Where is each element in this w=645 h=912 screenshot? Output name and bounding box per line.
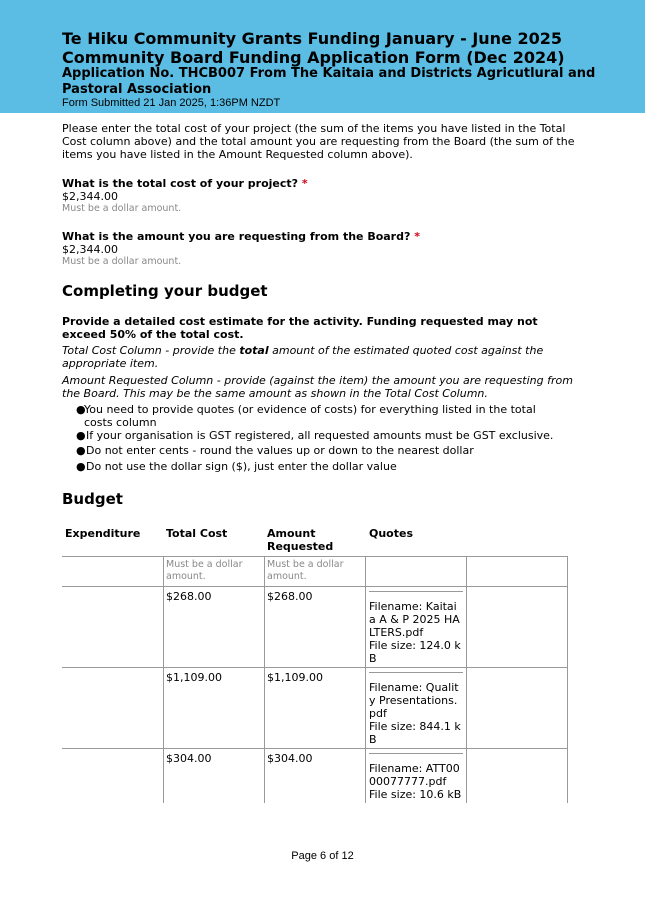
quote-attachment[interactable] [369, 753, 463, 801]
attachment-rule [369, 591, 463, 592]
required-marker: * [414, 230, 420, 243]
question-label: What is the total cost of your project? [62, 177, 299, 190]
attachment-filesize: File size: 124.0 kB [369, 639, 461, 665]
total-cost-column-hint: Must be a dollar amount. [166, 559, 243, 582]
bullet-glyph: ● [76, 460, 86, 473]
table-rule [264, 556, 265, 803]
bullet-glyph: ● [76, 403, 86, 416]
bullet-text: If your organisation is GST registered, all requested amounts must be GST exclusive. [86, 429, 554, 442]
requested-amount-hint: Must be a dollar amount. [62, 256, 182, 267]
requested-amount-value: $2,344.00 [62, 243, 118, 256]
table-rule [567, 556, 568, 803]
attachment-filesize: File size: 844.1 kB [369, 720, 461, 746]
attachment-rule [369, 753, 463, 754]
bullet-text: Do not use the dollar sign ($), just enter the dollar value [86, 460, 397, 473]
row-total-cost: $1,109.00 [166, 671, 222, 684]
table-rule [62, 667, 567, 668]
attachment-rule [369, 672, 463, 673]
note-emphasis: total [239, 344, 269, 357]
attachment-filename: Filename: Quality Presentations.pdf [369, 681, 459, 720]
required-marker: * [301, 177, 308, 190]
bullet-item [76, 429, 556, 442]
table-rule [62, 556, 567, 557]
attachment-filename: Filename: Kaitaia A & P 2025 HALTERS.pdf [369, 600, 460, 639]
total-cost-column-note [62, 344, 582, 370]
column-header-quotes: Quotes [369, 527, 414, 540]
total-cost-question [62, 177, 582, 190]
table-rule [365, 556, 366, 803]
form-title: Te Hiku Community Grants Funding January - June 2025 Community Board Funding Application Form (Dec 2024) [62, 29, 565, 67]
quote-attachment[interactable] [369, 672, 463, 746]
budget-instruction: Provide a detailed cost estimate for the activity. Funding requested may not exceed 50% of the total cost. [62, 315, 538, 341]
bullet-text: You need to provide quotes (or evidence of costs) for everything listed in the total costs column [84, 403, 536, 429]
bullet-item [76, 403, 556, 429]
row-amount-requested: $268.00 [267, 590, 313, 603]
table-rule [163, 556, 164, 803]
bullet-glyph: ● [76, 429, 86, 442]
quote-attachment[interactable] [369, 591, 463, 665]
budget-heading: Budget [62, 490, 123, 508]
table-rule [62, 586, 567, 587]
submission-date: Form Submitted 21 Jan 2025, 1:36PM NZDT [62, 97, 281, 109]
column-header-total-cost: Total Cost [166, 527, 228, 540]
intro-text: Please enter the total cost of your project (the sum of the items you have listed in the Total Cost column above) and the total amount you are requesting from the Board (the sum of the items you have listed in the Amount Requested column above). [62, 122, 575, 161]
page-header [0, 0, 645, 113]
amount-requested-column-hint: Must be a dollar amount. [267, 559, 344, 582]
bullet-item [76, 460, 556, 473]
page-number: Page 6 of 12 [291, 850, 354, 862]
row-amount-requested: $304.00 [267, 752, 313, 765]
attachment-filesize: File size: 10.6 kB [369, 788, 462, 801]
row-total-cost: $268.00 [166, 590, 212, 603]
total-cost-value: $2,344.00 [62, 190, 118, 203]
row-amount-requested: $1,109.00 [267, 671, 323, 684]
amount-requested-column-note: Amount Requested Column - provide (against the item) the amount you are requesting from the Board. This may be the same amount as shown in the Total Cost Column. [62, 374, 573, 400]
attachment-filename: Filename: ATT0000077777.pdf [369, 762, 460, 788]
bullet-text: Do not enter cents - round the values up or down to the nearest dollar [86, 444, 474, 457]
budget-guidance-heading: Completing your budget [62, 282, 268, 300]
question-label: What is the amount you are requesting from the Board? [62, 230, 411, 243]
table-rule [466, 556, 467, 803]
row-total-cost: $304.00 [166, 752, 212, 765]
application-title: Application No. THCB007 From The Kaitaia and Districts Agricutlural and Pastoral Association [62, 66, 596, 97]
total-cost-hint: Must be a dollar amount. [62, 203, 182, 214]
column-header-amount-requested: Amount Requested [267, 527, 334, 553]
note-text: Total Cost Column - provide the [62, 344, 240, 357]
note-text: amount of the estimated quoted cost against the appropriate item. [62, 344, 544, 370]
table-rule [62, 748, 567, 749]
bullet-item [76, 444, 556, 457]
column-header-expenditure: Expenditure [65, 527, 141, 540]
requested-amount-question [62, 230, 602, 243]
bullet-glyph: ● [76, 444, 86, 457]
